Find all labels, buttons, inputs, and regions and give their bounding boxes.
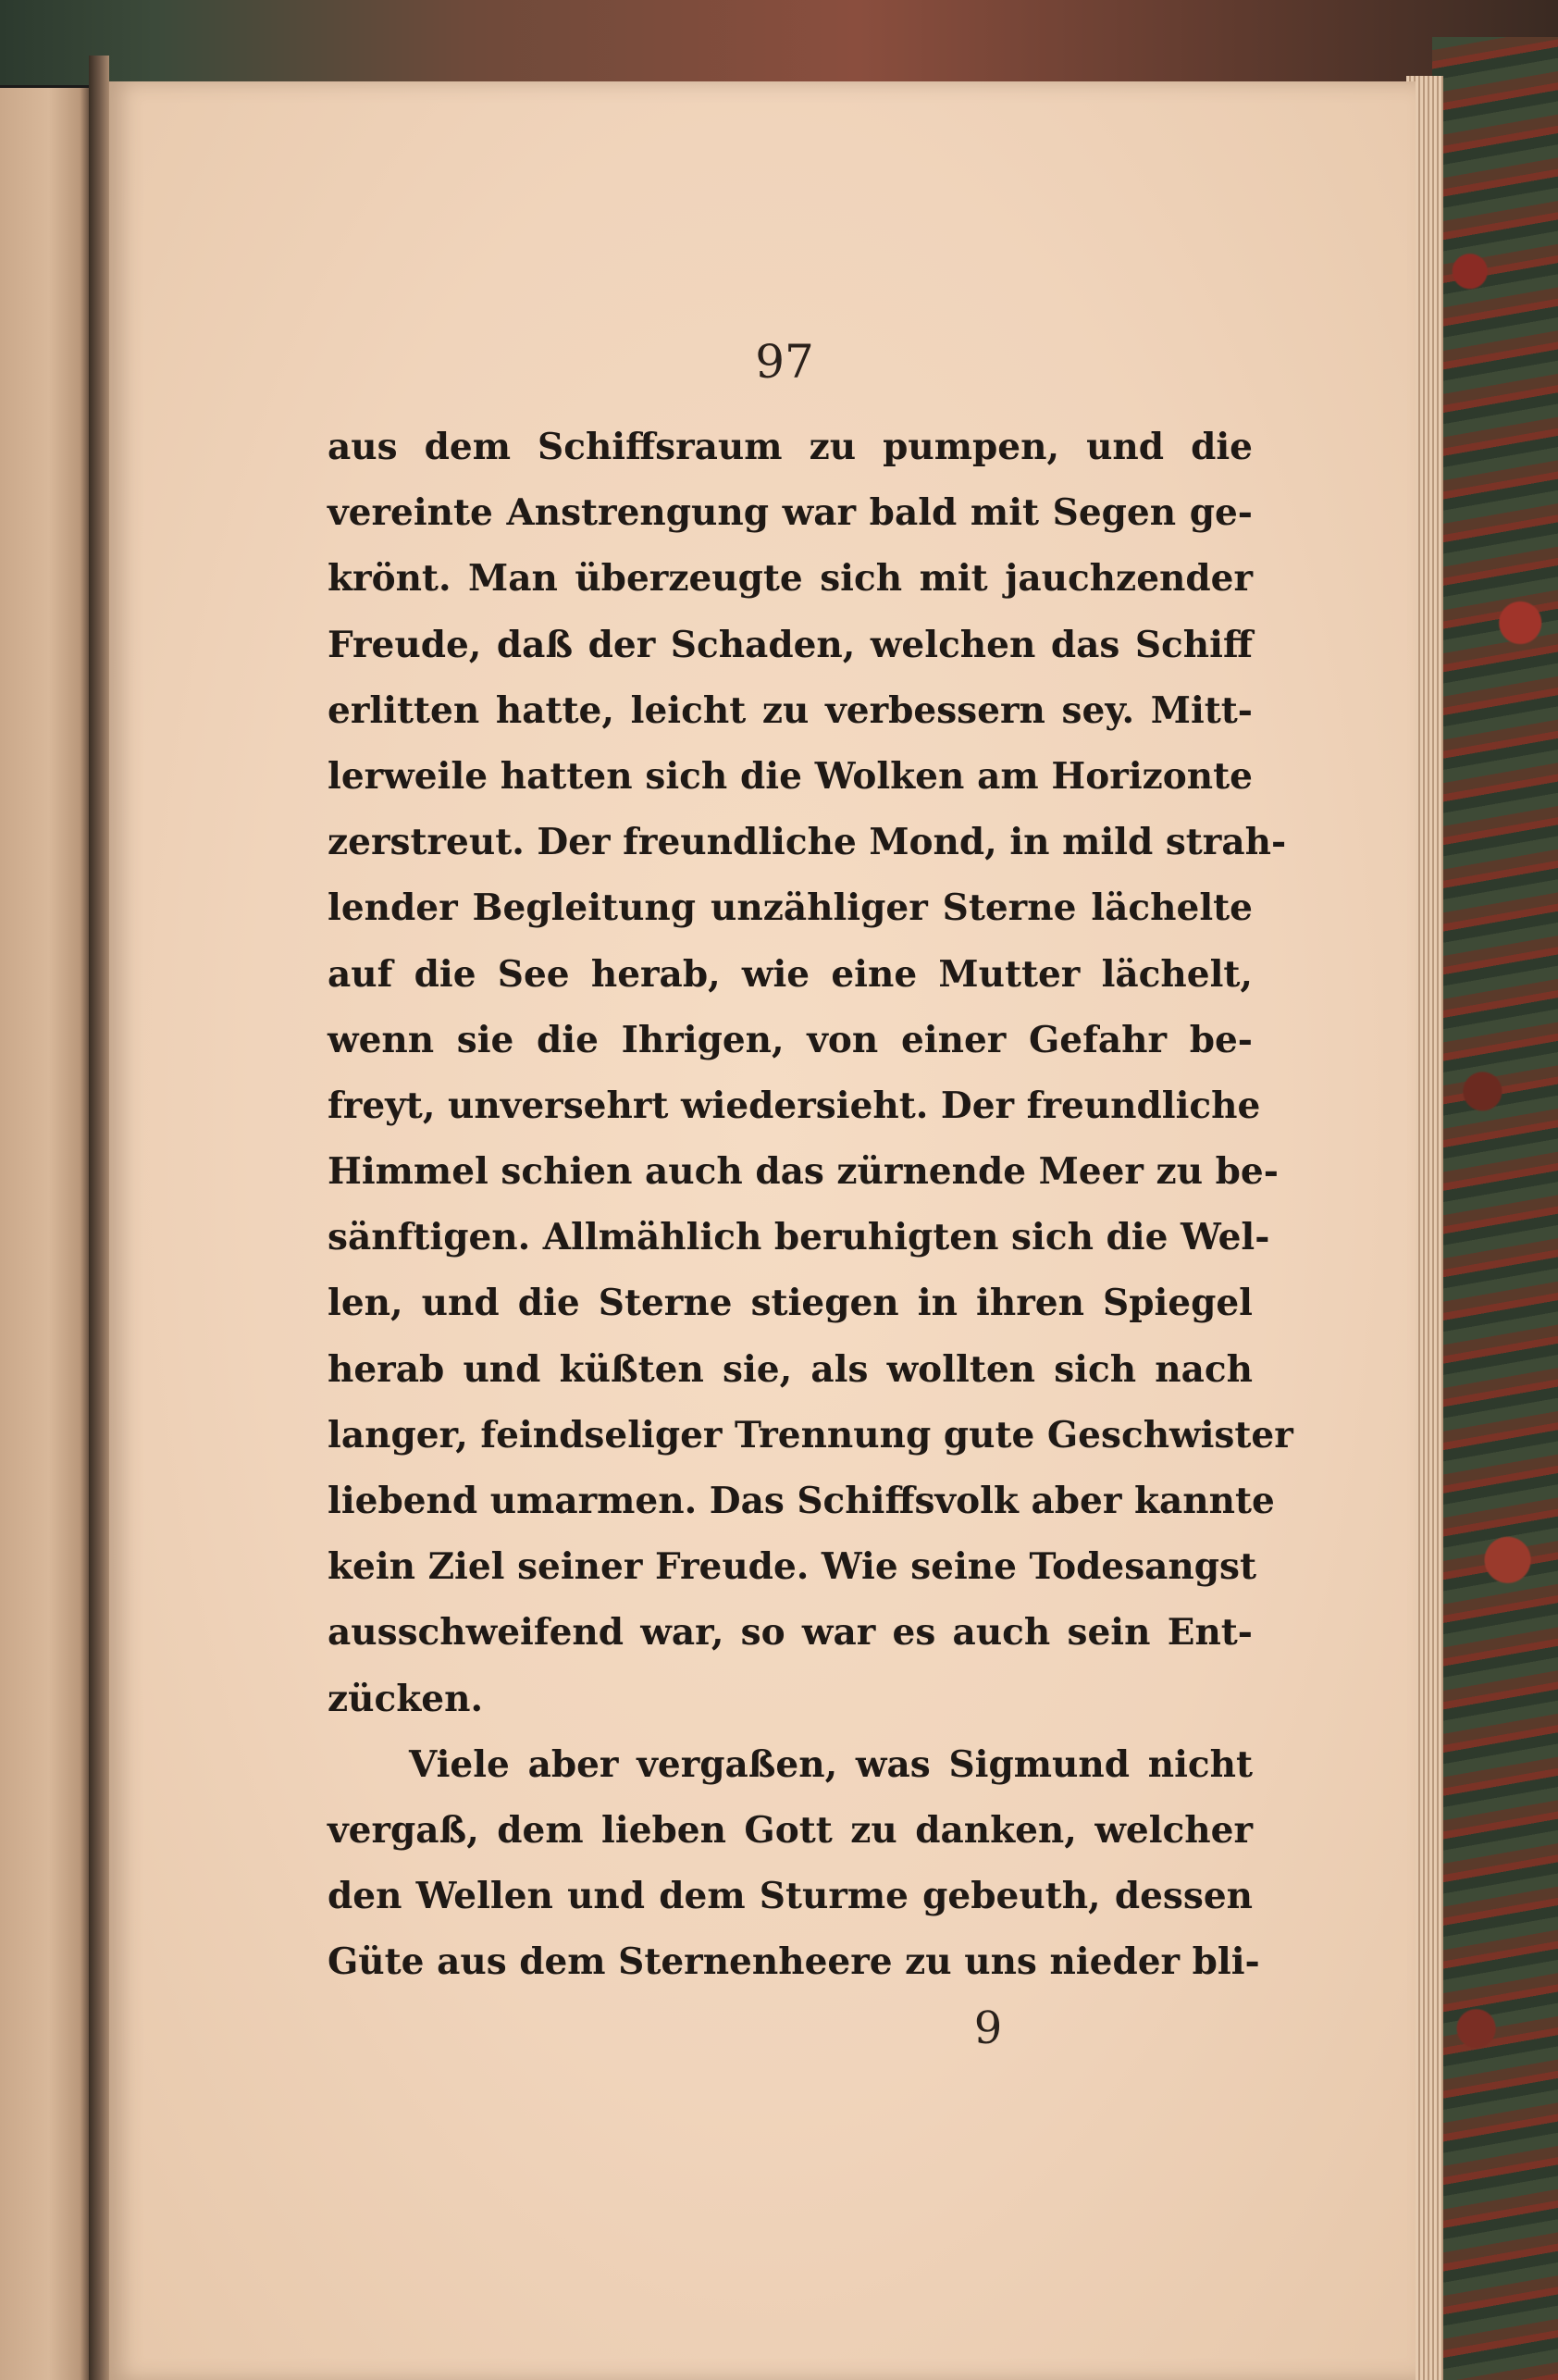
text-line-7: zerstreut. Der freundliche Mond, in mild strah- xyxy=(328,821,1287,864)
marbled-cover-edge xyxy=(1432,37,1558,2380)
page-number: 97 xyxy=(755,335,814,389)
text-line-17: liebend umarmen. Das Schiffsvolk aber kannte xyxy=(328,1480,1275,1522)
text-line-1: aus dem Schiffsraum zu pumpen, und die xyxy=(328,426,1253,468)
text-line-9: auf die See herab, wie eine Mutter lächelt, xyxy=(328,952,1253,996)
text-line-2: vereinte Anstrengung war bald mit Segen ge- xyxy=(328,491,1253,535)
text-line-23: den Wellen und dem Sturme gebeuth, dessen xyxy=(328,1875,1253,1918)
text-line-5: erlitten hatte, leicht zu verbessern sey. Mitt- xyxy=(328,688,1253,732)
text-line-21: Viele aber vergaßen, was Sigmund nicht xyxy=(409,1742,1253,1786)
text-line-4: Freude, daß der Schaden, welchen das Schiff xyxy=(328,623,1253,666)
text-line-16: langer, feindseliger Trennung gute Geschwister xyxy=(328,1413,1293,1457)
text-line-18: kein Ziel seiner Freude. Wie seine Todesangst xyxy=(328,1545,1257,1589)
book-gutter xyxy=(89,56,109,2380)
text-line-19: ausschweifend war, so war es auch sein Ent- xyxy=(328,1611,1253,1655)
text-line-6: lerweile hatten sich die Wolken am Horizonte xyxy=(328,754,1253,798)
facing-page-edge xyxy=(0,88,89,2380)
text-line-22: vergaß, dem lieben Gott zu danken, welcher xyxy=(328,1808,1253,1852)
text-line-14: len, und die Sterne stiegen in ihren Spiegel xyxy=(328,1282,1253,1325)
body-text xyxy=(328,415,1293,1996)
text-line-20: zücken. xyxy=(328,1677,484,1720)
text-line-8: lender Begleitung unzähliger Sterne lächelte xyxy=(328,886,1253,930)
book-page xyxy=(109,81,1416,2380)
book-cover-top xyxy=(0,0,1558,85)
text-line-15: herab und küßten sie, als wollten sich nach xyxy=(328,1347,1253,1391)
text-line-3: krönt. Man überzeugte sich mit jauchzender xyxy=(328,557,1253,601)
text-line-24: Güte aus dem Sternenheere zu uns nieder bli- xyxy=(328,1940,1260,1984)
text-line-12: Himmel schien auch das zürnende Meer zu be- xyxy=(328,1150,1279,1194)
text-line-10: wenn sie die Ihrigen, von einer Gefahr be- xyxy=(328,1018,1253,1061)
text-line-13: sänftigen. Allmählich beruhigten sich die Wel- xyxy=(328,1216,1270,1259)
text-line-11: freyt, unversehrt wiedersieht. Der freundliche xyxy=(328,1084,1261,1127)
signature-mark: 9 xyxy=(973,2002,1003,2054)
